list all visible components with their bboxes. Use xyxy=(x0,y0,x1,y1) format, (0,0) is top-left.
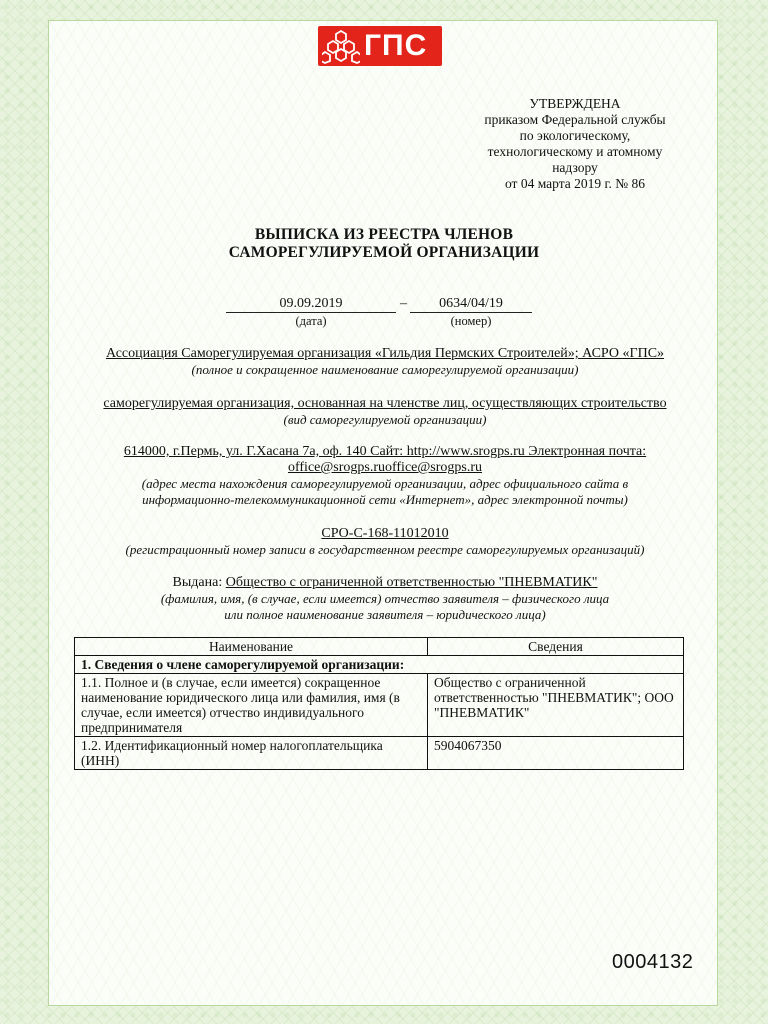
organization-email: office@srogps.ruoffice@srogps.ru xyxy=(287,460,482,475)
table-header-row xyxy=(75,638,684,656)
logo-text: ГПС xyxy=(364,29,428,62)
date-caption: (дата) xyxy=(295,314,327,328)
row-value: 5904067350 xyxy=(428,737,684,770)
document-title xyxy=(0,226,768,262)
gps-logo xyxy=(318,26,442,66)
approval-line: от 04 марта 2019 г. № 86 xyxy=(504,176,646,191)
issued-label: Выдана: xyxy=(172,575,223,590)
approval-line: надзору xyxy=(552,160,598,175)
organization-type-caption: (вид саморегулируемой организации) xyxy=(283,412,487,427)
approval-block xyxy=(470,96,680,192)
address-caption-1: (адрес места нахождения саморегулируемой организации, адрес официального сайта в xyxy=(141,476,629,491)
approval-line: приказом Федеральной службы xyxy=(484,112,666,127)
approval-line: УТВЕРЖДЕНА xyxy=(529,96,621,111)
organization-name-block xyxy=(80,346,690,378)
section-title: 1. Сведения о члене саморегулируемой организации: xyxy=(75,656,684,674)
issued-to-block xyxy=(80,575,690,623)
serial-number: 0004132 xyxy=(612,951,694,973)
row-label: 1.2. Идентификационный номер налогоплательщика (ИНН) xyxy=(75,737,428,770)
registration-block xyxy=(80,526,690,558)
table-section-row xyxy=(75,656,684,674)
registration-caption: (регистрационный номер записи в государственном реестре саморегулируемых организаций) xyxy=(125,542,645,557)
approval-line: по экологическому, xyxy=(519,128,631,143)
approval-line: технологическому и атомному xyxy=(487,144,663,159)
table-row xyxy=(75,674,684,737)
address-caption-2: информационно-телекоммуникационной сети «Интернет», адрес электронной почты) xyxy=(142,492,628,507)
issued-caption-1: (фамилия, имя, (в случае, если имеется) отчество заявителя – физического лица xyxy=(160,591,610,606)
organization-type: саморегулируемая организация, основанная на членстве лиц, осуществляющих строительство xyxy=(103,396,667,411)
row-label: 1.1. Полное и (в случае, если имеется) сокращенное наименование юридического лица или фамилия, имя (в случае, если имеется) отчество индивидуального предпринимателя xyxy=(75,674,428,737)
issued-caption-2: или полное наименование заявителя – юридического лица) xyxy=(224,607,546,622)
title-line-2: САМОРЕГУЛИРУЕМОЙ ОРГАНИЗАЦИИ xyxy=(228,244,540,261)
issue-date: 09.09.2019 xyxy=(226,296,396,313)
date-dash: – xyxy=(400,296,407,311)
row-value: Общество с ограниченной ответственностью "ПНЕВМАТИК"; ООО "ПНЕВМАТИК" xyxy=(428,674,684,737)
organization-name-caption: (полное и сокращенное наименование саморегулируемой организации) xyxy=(191,362,579,377)
registration-number: СРО-С-168-11012010 xyxy=(321,526,449,541)
column-header: Сведения xyxy=(428,638,684,656)
issued-to-value: Общество с ограниченной ответственностью "ПНЕВМАТИК" xyxy=(225,575,598,590)
hexagon-cluster-icon xyxy=(322,28,360,64)
organization-name: Ассоциация Саморегулируемая организация «Гильдия Пермских Строителей»; АСРО «ГПС» xyxy=(105,346,665,361)
extract-number: 0634/04/19 xyxy=(410,296,532,313)
number-caption: (номер) xyxy=(450,314,492,328)
member-info-table xyxy=(74,637,684,770)
title-line-1: ВЫПИСКА ИЗ РЕЕСТРА ЧЛЕНОВ xyxy=(254,226,514,243)
organization-address-block xyxy=(80,444,690,508)
column-header: Наименование xyxy=(75,638,428,656)
organization-type-block xyxy=(80,396,690,428)
organization-address: 614000, г.Пермь, ул. Г.Хасана 7а, оф. 140 Сайт: http://www.srogps.ru Электронная почта: xyxy=(123,444,647,459)
table-row xyxy=(75,737,684,770)
